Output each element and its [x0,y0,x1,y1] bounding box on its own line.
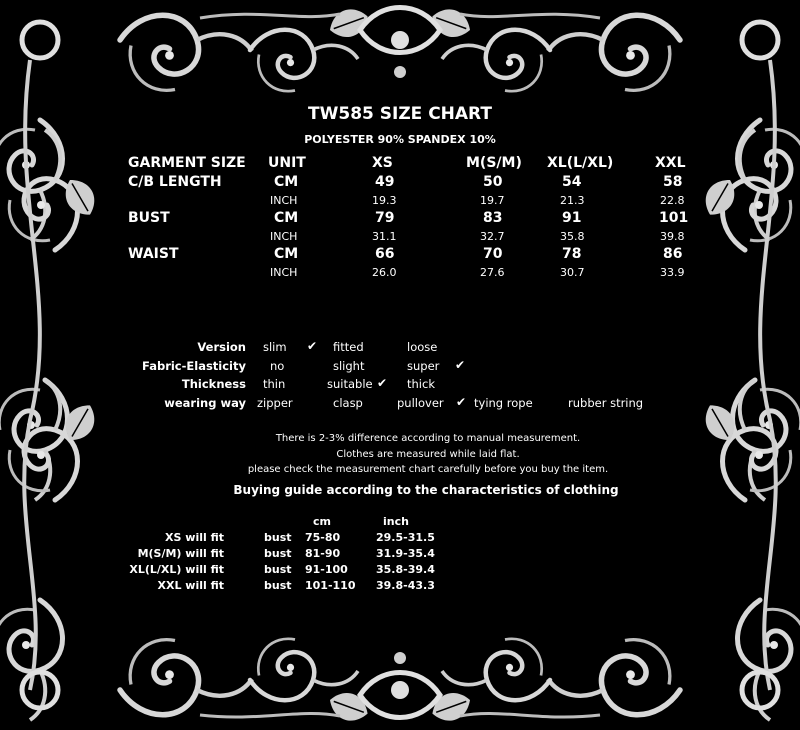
header-cm: cm [313,515,331,528]
fabric-composition: POLYESTER 90% SPANDEX 10% [304,133,496,146]
value-cell: 27.6 [480,266,505,279]
fit-inch: 39.8-43.3 [376,579,435,592]
option-super: super [407,359,440,373]
fit-size-label: M(S/M) will fit [137,547,224,560]
header-size-xxl: XXL [655,155,686,171]
fit-size-label: XS will fit [165,531,224,544]
fit-part: bust [264,563,292,576]
row-label: BUST [128,210,170,226]
option-clasp: clasp [333,396,363,410]
attr-label-wearing-way: wearing way [164,396,246,410]
option-tying-rope: tying rope [474,396,533,410]
bottom-ornament [120,639,680,727]
value-cell: 21.3 [560,194,585,207]
unit-cm: CM [274,174,299,190]
unit-inch: INCH [270,230,298,243]
value-cell: 31.1 [372,230,397,243]
right-ornament [698,60,800,720]
value-cell: 39.8 [660,230,685,243]
unit-cm: CM [274,210,299,226]
fit-part: bust [264,579,292,592]
value-cell: 101 [659,210,689,226]
check-icon: ✔ [307,339,318,353]
fit-inch: 35.8-39.4 [376,563,435,576]
value-cell: 26.0 [372,266,397,279]
header-garment-size: GARMENT SIZE [128,155,246,171]
fit-cm: 101-110 [305,579,356,592]
value-cell: 58 [663,174,683,190]
note-line: There is 2-3% difference according to manual measurement. [275,433,581,444]
option-slight: slight [333,359,365,373]
option-loose: loose [407,340,438,354]
value-cell: 32.7 [480,230,505,243]
fit-size-label: XXL will fit [157,579,224,592]
value-cell: 19.7 [480,194,505,207]
fit-inch: 29.5-31.5 [376,531,435,544]
buying-guide-title: Buying guide according to the characteristics of clothing [233,483,619,497]
option-suitable: suitable [327,377,373,391]
unit-cm: CM [274,246,299,262]
note-line: Clothes are measured while laid flat. [336,449,520,460]
value-cell: 91 [562,210,582,226]
value-cell: 22.8 [660,194,685,207]
value-cell: 79 [375,210,395,226]
option-zipper: zipper [257,396,293,410]
value-cell: 19.3 [372,194,397,207]
header-inch: inch [383,515,409,528]
option-rubber-string: rubber string [568,396,644,410]
chart-title: TW585 SIZE CHART [308,104,492,124]
fit-part: bust [264,547,292,560]
value-cell: 35.8 [560,230,585,243]
unit-inch: INCH [270,266,298,279]
value-cell: 70 [483,246,503,262]
row-label: WAIST [128,246,179,262]
top-ornament [120,4,680,92]
value-cell: 33.9 [660,266,685,279]
value-cell: 83 [483,210,503,226]
header-unit: UNIT [268,155,306,171]
check-icon: ✔ [455,358,466,372]
value-cell: 66 [375,246,395,262]
note-line: please check the measurement chart carefully before you buy the item. [247,464,609,475]
option-pullover: pullover [397,396,444,410]
option-no: no [270,359,285,373]
fit-cm: 91-100 [305,563,348,576]
unit-inch: INCH [270,194,298,207]
fit-cm: 75-80 [305,531,341,544]
check-icon: ✔ [377,376,388,390]
header-size-xs: XS [372,155,393,171]
value-cell: 78 [562,246,582,262]
value-cell: 54 [562,174,582,190]
option-thin: thin [263,377,286,391]
fit-part: bust [264,531,292,544]
fit-inch: 31.9-35.4 [376,547,435,560]
attr-label-version: Version [197,340,246,354]
fit-size-label: XL(L/XL) will fit [129,563,224,576]
value-cell: 50 [483,174,503,190]
option-thick: thick [407,377,435,391]
header-size-m: M(S/M) [466,155,522,171]
attr-label-fabric-elasticity: Fabric-Elasticity [142,359,246,373]
value-cell: 86 [663,246,683,262]
row-label: C/B LENGTH [128,174,222,190]
option-fitted: fitted [333,340,364,354]
header-size-xl: XL(L/XL) [547,155,614,171]
check-icon: ✔ [456,395,467,409]
value-cell: 30.7 [560,266,585,279]
value-cell: 49 [375,174,395,190]
fit-cm: 81-90 [305,547,341,560]
option-slim: slim [263,340,287,354]
attr-label-thickness: Thickness [181,377,246,391]
